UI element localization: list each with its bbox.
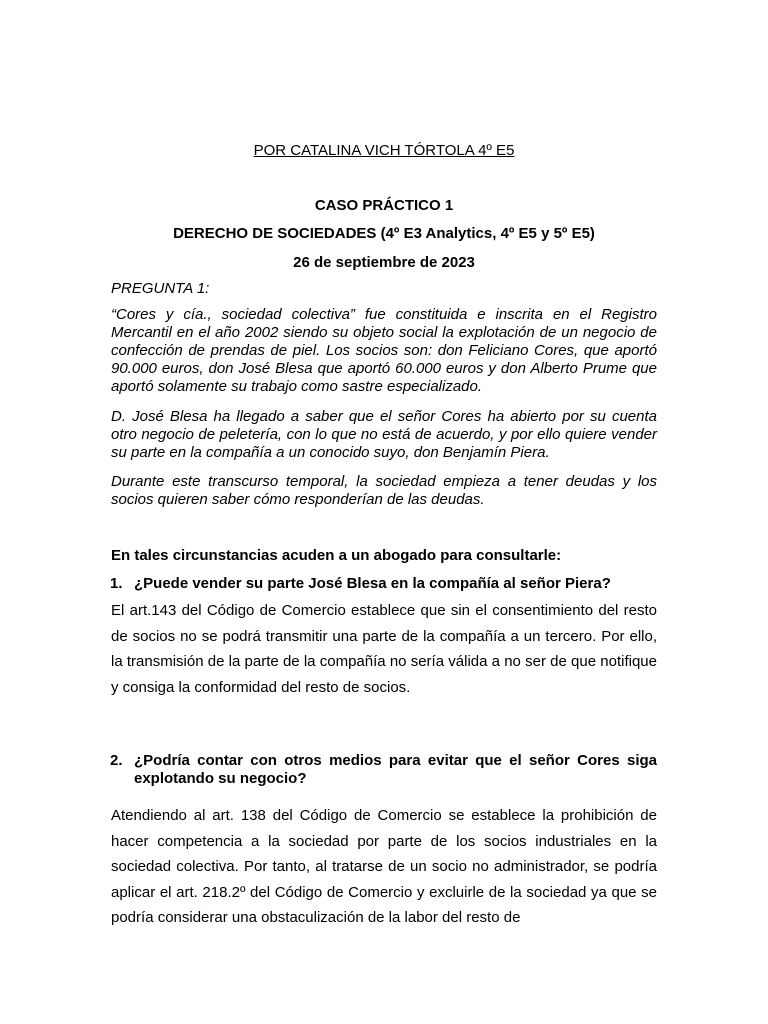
consultation-intro: En tales circunstancias acuden a un abogado para consultarle:: [111, 547, 562, 564]
course-title: DERECHO DE SOCIEDADES (4º E3 Analytics, 4º E5 y 5º E5): [173, 225, 595, 242]
question-number: 2.: [110, 752, 123, 769]
question-text: ¿Podría contar con otros medios para evitar que el señor Cores siga explotando su negocio?: [134, 752, 657, 787]
paragraph-text: “Cores y cía., sociedad colectiva” fue constituida e inscrita en el Registro Mercantil en el año 2002 siendo su objeto social la explotación de un negocio de confección de prendas de piel. Los socios son: don Feliciano Cores, que aportó 90.000 euros, don José Blesa que aportó 60.000 euros y don Alberto Prume que aportó solamente su trabajo como sastre especializado.: [111, 306, 657, 395]
case-title: CASO PRÁCTICO 1: [314, 197, 454, 214]
case-paragraph-1: [111, 306, 657, 396]
question-number: 1.: [110, 575, 123, 592]
paragraph-text: Durante este transcurso temporal, la sociedad empieza a tener deudas y los socios quieren saber cómo responderían de las deudas.: [111, 473, 657, 508]
case-paragraph-2: [111, 408, 657, 462]
answer-2: Atendiendo al art. 138 del Código de Comercio se establece la prohibición de hacer competencia a la sociedad por parte de los socios industriales en la sociedad colectiva. Por tanto, al tratarse de un socio no administrador, se podría aplicar el art. 218.2º del Código de Comercio y excluirle de la sociedad ya que se podría considerar una obstaculización de la labor del resto de: [111, 807, 657, 926]
question-text: ¿Puede vender su parte José Blesa en la compañía al señor Piera?: [134, 575, 611, 592]
author-line: POR CATALINA VICH TÓRTOLA 4º E5: [253, 142, 515, 159]
document-date: 26 de septiembre de 2023: [293, 254, 475, 271]
question-label: PREGUNTA 1:: [111, 280, 210, 297]
question-2: [110, 752, 657, 788]
answer-1: El art.143 del Código de Comercio establece que sin el consentimiento del resto de socios no se podrá transmitir una parte de la compañía a un tercero. Por ello, la transmisión de la parte de la compañía no sería válida a no ser de que notifique y consiga la conformidad del resto de socios.: [111, 602, 657, 696]
case-paragraph-3: [111, 473, 657, 509]
question-1: [110, 575, 657, 593]
paragraph-text: D. José Blesa ha llegado a saber que el señor Cores ha abierto por su cuenta otro negocio de peletería, con lo que no está de acuerdo, y por ello quiere vender su parte en la compañía a un conocido suyo, don Benjamín Piera.: [111, 408, 657, 461]
